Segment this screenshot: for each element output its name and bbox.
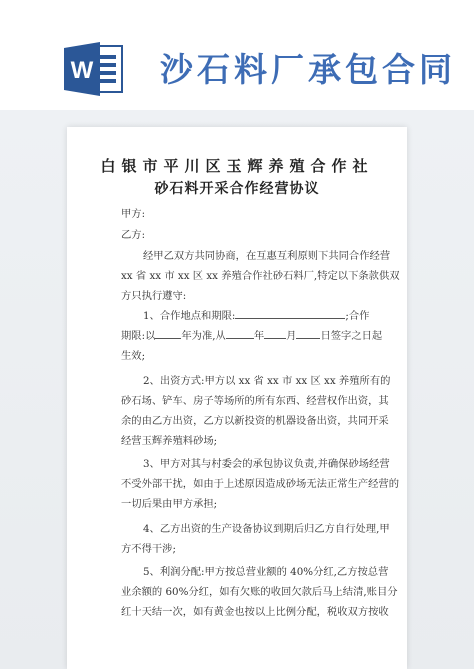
paragraph-line: 经甲乙双方共同协商，在互惠互利原则下共同合作经营: [143, 250, 391, 262]
paragraph-line: xx 省 xx 市 xx 区 xx 养殖合作社砂石料厂,特定以下条款供双: [121, 270, 400, 282]
paragraph-line: 经营玉辉养殖料砂场;: [121, 435, 218, 447]
paragraph-line: 不受外部干扰，如由于上述原因造成砂场无法正常生产经营的: [121, 478, 400, 490]
paragraph-line: 业余额的 60%分红，如有欠账的收回欠款后马上结清,账目分: [121, 586, 398, 598]
clause-1-period-line: 期限:以 年为准,从 年 月 日签字之日起: [121, 330, 383, 342]
document-subtitle: 砂石料开采合作经营协议: [154, 181, 320, 197]
party-b-label: 乙方:: [121, 229, 146, 241]
clause-1-label: 1、合作地点和期限:: [143, 310, 236, 322]
document-title: 白银市平川区玉辉养殖合作社: [100, 157, 374, 175]
blank-day: [296, 329, 320, 339]
blank-year: [226, 329, 254, 339]
blank-month: [264, 329, 286, 339]
clause-1-suffix: ;合作: [345, 310, 370, 322]
banner: [0, 0, 474, 110]
document-page: [67, 127, 407, 669]
word-document-icon: [64, 42, 124, 96]
paragraph-line: 4、乙方出资的生产设备协议到期后归乙方自行处理,甲: [143, 523, 390, 535]
blank-location: [235, 309, 345, 319]
paragraph-line: 2、出资方式:甲方以 xx 省 xx 市 xx 区 xx 养殖所有的: [143, 375, 391, 387]
paragraph-line: 方不得干涉;: [121, 543, 176, 555]
blank-years: [155, 329, 181, 339]
paragraph-line: 方只执行遵守:: [121, 290, 187, 302]
word-logo-letter: W: [70, 57, 94, 84]
paragraph-line: 砂石场、铲车、房子等场所的所有东西、经营权作出资，其: [121, 395, 389, 407]
banner-title: 沙石料厂承包合同: [160, 50, 456, 89]
party-a-label: 甲方:: [121, 208, 146, 220]
paragraph-line: 余的由乙方出资，乙方以新投资的机器设备出资，共同开采: [121, 415, 389, 427]
paragraph-line: 生效;: [121, 350, 146, 362]
paragraph-line: 一切后果由甲方承担;: [121, 498, 218, 510]
paragraph-line: 3、甲方对其与村委会的承包协议负责,并确保砂场经营: [143, 458, 390, 470]
paragraph-line: 5、利润分配:甲方按总营业额的 40%分红,乙方按总营: [143, 566, 389, 578]
clause-1-line: [143, 309, 369, 323]
paragraph-line: 红十天结一次，如有黄金也按以上比例分配，税收双方按收: [121, 606, 389, 618]
